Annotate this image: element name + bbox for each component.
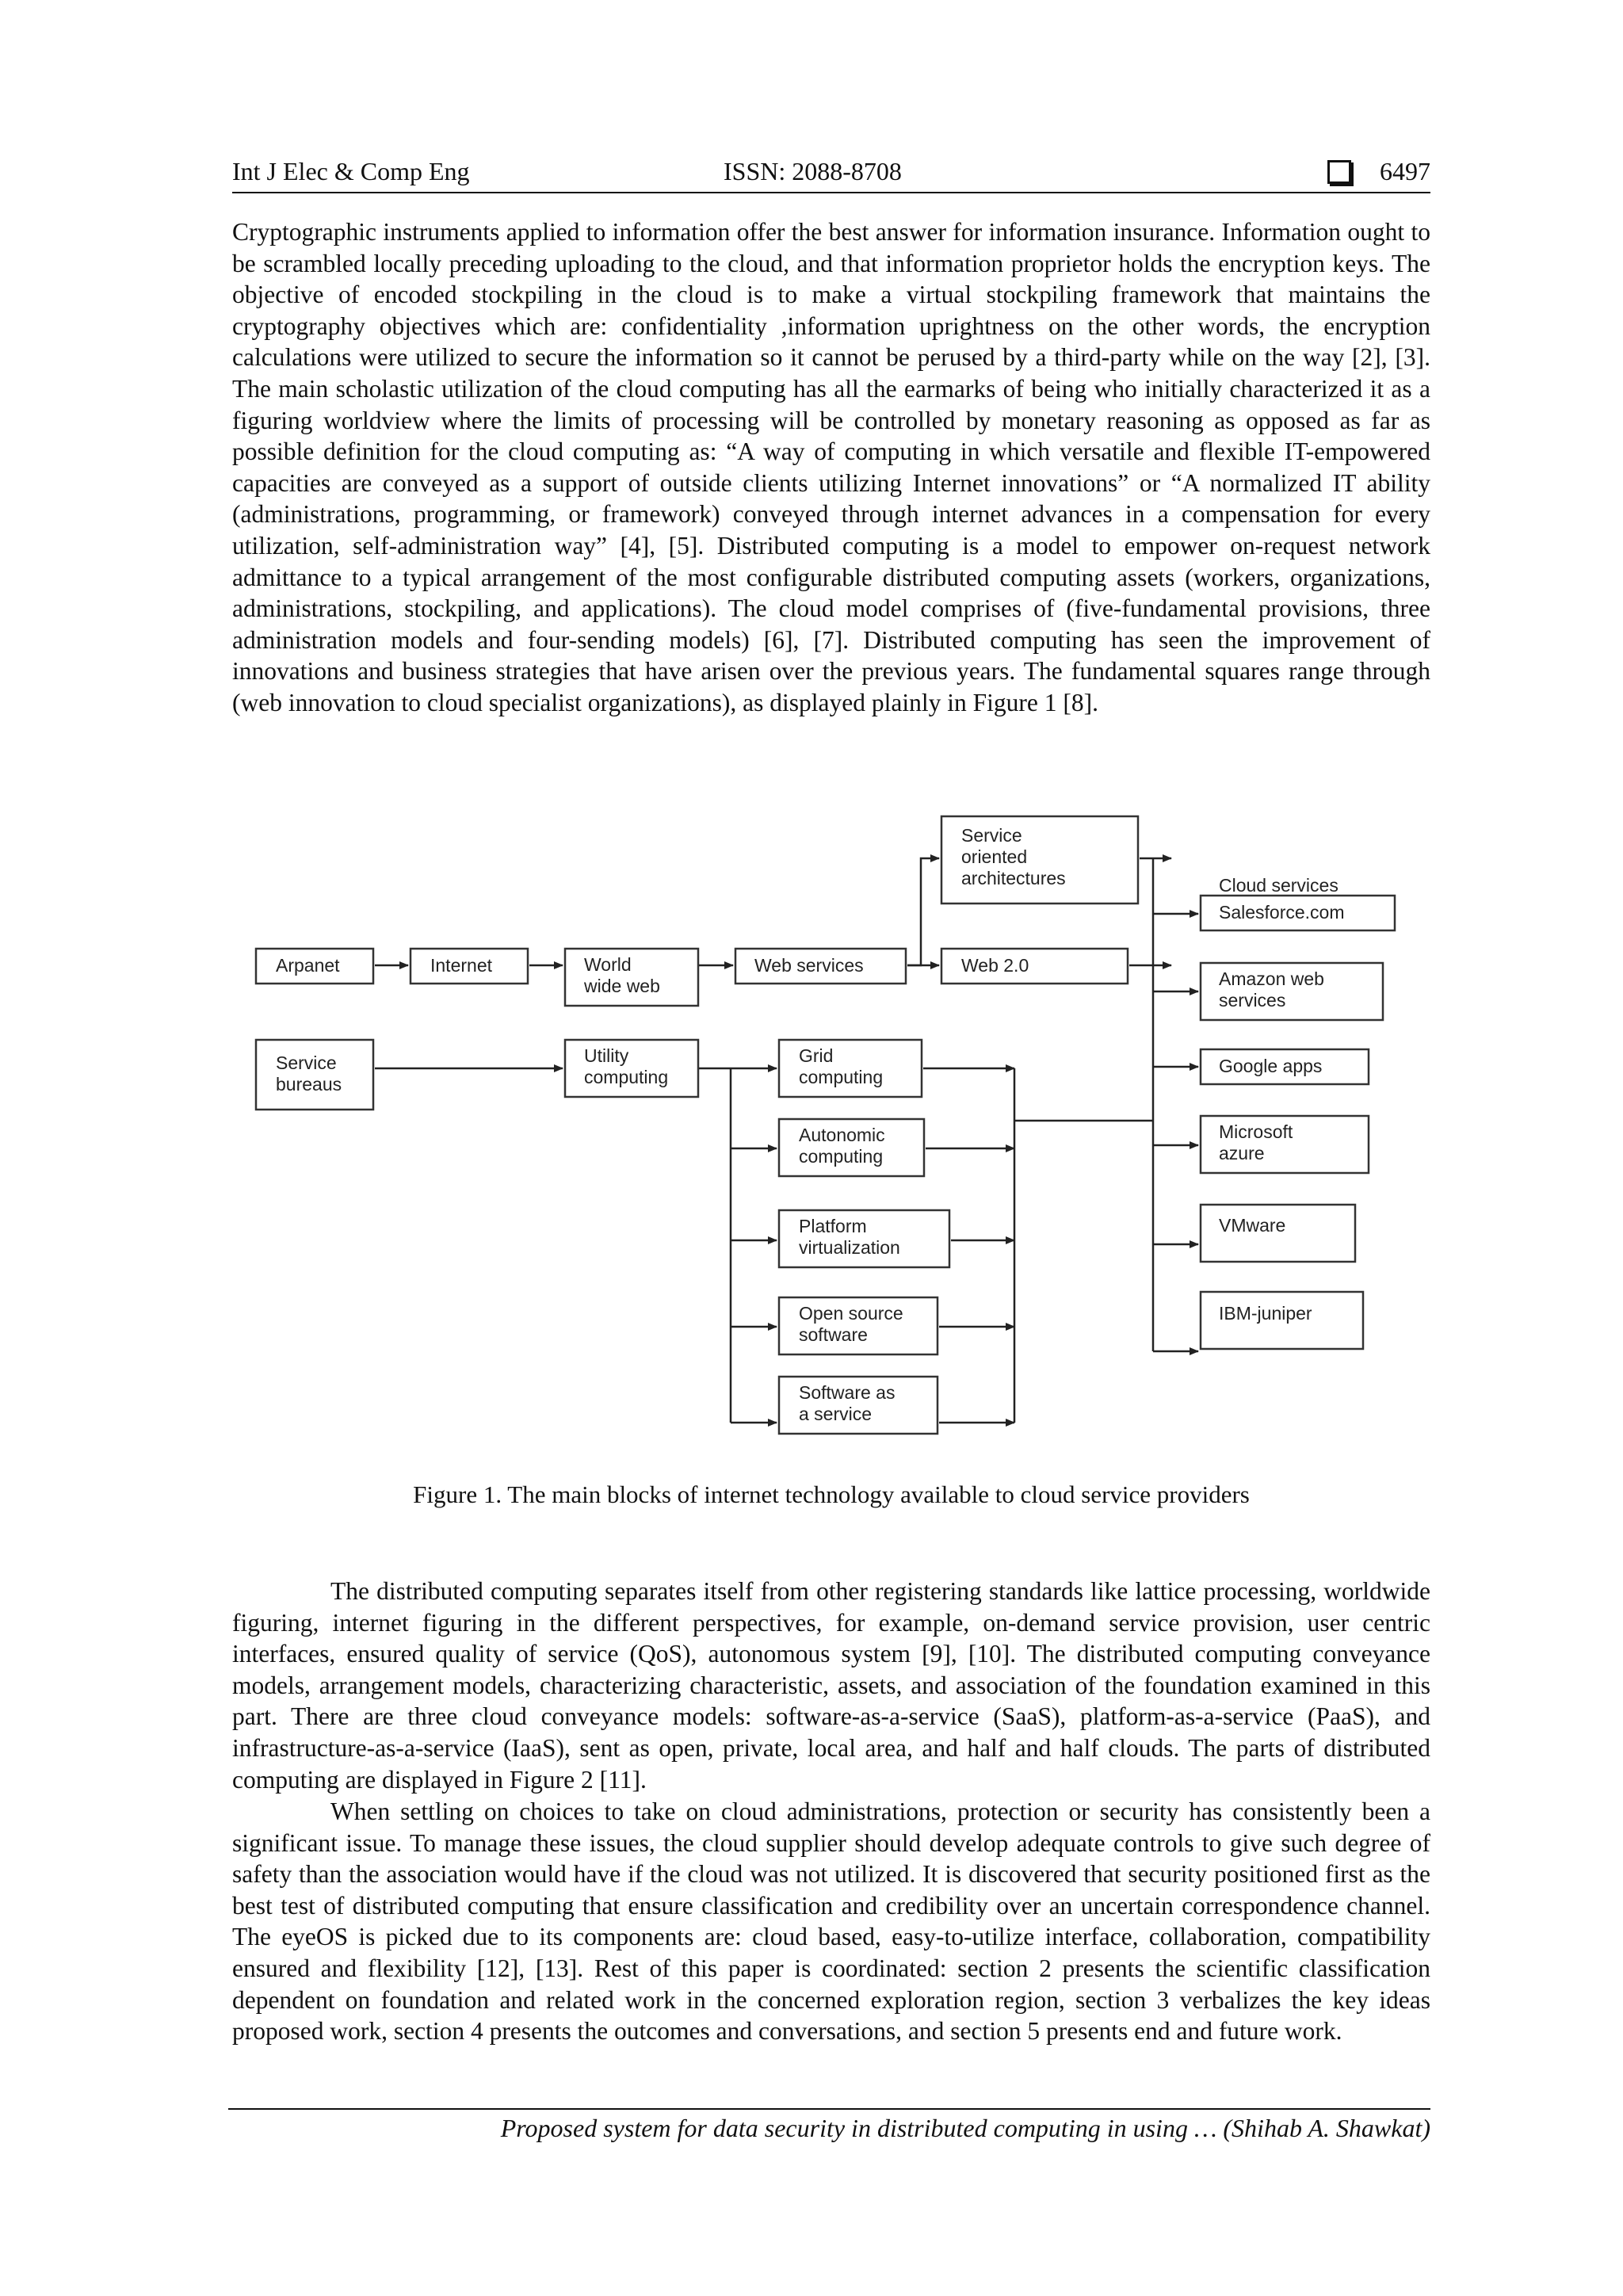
node-autonomic-computing [779, 1119, 924, 1176]
node-ibm-juniper [1201, 1292, 1363, 1349]
paragraph-3: When settling on choices to take on cloud administrations, protection or security has consistently been a significant issue. To manage these issues, the cloud supplier should develop adequate controls to give such degree of safety than the association would have if the cloud was not utilized. It is discovered that security positioned first as the best test of distributed computing that ensure classification and credibility over an uncertain correspondence channel. The eyeOS is picked due to its components are: cloud based, easy-to-utilize interface, collaboration, compatibility ensured and flexibility [12], [13]. Rest of this paper is coordinated: section 2 presents the scientific classification dependent on foundation and related work in the concerned exploration region, section 3 verbalizes the key ideas proposed work, section 4 presents the outcomes and conversations, and section 5 presents end and future work. [232, 1797, 1430, 2046]
node-autonomic-line-2: computing [799, 1146, 884, 1167]
node-soa-line-3: architectures [961, 868, 1066, 888]
node-google-label: Google apps [1219, 1056, 1323, 1076]
node-saas-line-1: Software as [799, 1382, 896, 1403]
node-arpanet [256, 949, 373, 984]
node-bureaus-line-2: bureaus [276, 1074, 342, 1095]
node-utility-computing [565, 1040, 698, 1097]
node-amazon-line-1: Amazon web [1219, 968, 1324, 989]
figure-1-diagram [238, 804, 1426, 1462]
node-vmware [1201, 1205, 1355, 1262]
node-azure-line-2: azure [1219, 1143, 1265, 1163]
node-azure-line-1: Microsoft [1219, 1121, 1293, 1142]
node-soa-line-2: oriented [961, 846, 1028, 867]
node-arpanet-label: Arpanet [276, 955, 340, 976]
node-service-bureaus [256, 1040, 373, 1110]
node-web-services [735, 949, 906, 984]
node-internet-label: Internet [430, 955, 492, 976]
node-www-line-1: World [584, 954, 632, 975]
node-salesforce [1201, 896, 1395, 930]
node-grid-line-1: Grid [799, 1045, 834, 1066]
running-header [232, 152, 1430, 193]
node-amazon-line-2: services [1219, 990, 1286, 1010]
page-number-group [1327, 157, 1430, 186]
cloud-services-heading: Cloud services [1219, 875, 1338, 896]
node-autonomic-line-1: Autonomic [799, 1125, 885, 1145]
node-grid-line-2: computing [799, 1067, 884, 1087]
node-vmware-label: VMware [1219, 1215, 1286, 1236]
node-platform-line-1: Platform [799, 1216, 867, 1236]
page-number: 6497 [1380, 157, 1430, 185]
journal-name: Int J Elec & Comp Eng [232, 157, 470, 185]
footer-rule [228, 2108, 1430, 2110]
paragraph-1: Cryptographic instruments applied to information offer the best answer for information insurance. Information ought to be scrambled locally preceding uploading to the cloud, and that information proprietor holds the encryption keys. The objective of encoded stockpiling in the cloud is to make a virtual stockpiling framework that maintains the cryptography objectives which are: confidentiality ,information uprightness on the other words, the encryption calculations were utilized to secure the information so it cannot be perused by a third-party while on the way [2], [3]. The main scholastic utilization of the cloud computing has all the earmarks of being who initially characterized it as a figuring worldview where the limits of processing will be controlled by monetary reasoning as opposed as far as possible definition for the cloud computing as: “A way of computing in which versatile and flexible IT-empowered capacities are conveyed as a support of outside clients utilizing Internet innovations” or “A normalized IT ability (administrations, programming, or framework) conveyed through internet advances in a compensation for every utilization, self-administration way” [4], [5]. Distributed computing is a model to empower on-request network admittance to a typical arrangement of the most configurable distributed computing assets (workers, organizations, administrations, stockpiling, and applications). The cloud model comprises of (five-fundamental provisions, three administration models and four-sending models) [6], [7]. Distributed computing has seen the improvement of innovations and business strategies that have arisen over the previous years. The fundamental squares range through (web innovation to cloud specialist organizations), as displayed plainly in Figure 1 [8]. [232, 218, 1430, 716]
node-platform-virtualization [779, 1210, 949, 1267]
node-utility-line-2: computing [584, 1067, 669, 1087]
node-www-line-2: wide web [584, 976, 660, 996]
node-web-services-label: Web services [754, 955, 864, 976]
node-soa [941, 816, 1138, 904]
node-open-source-software [779, 1297, 938, 1354]
paragraph-2: The distributed computing separates itself from other registering standards like lattice processing, worldwide figuring, internet figuring in the different perspectives, for example, on-demand service provision, user centric interfaces, ensured quality of service (QoS), autonomous system [9], [10]. The distributed computing conveyance models, arrangement models, characterizing characteristic, assets, and association of the foundation examined in this part. There are three cloud conveyance models: software-as-a-service (SaaS), platform-as-a-service (PaaS), and infrastructure-as-a-service (IaaS), sent as open, private, local area, and half and half clouds. The parts of distributed computing are displayed in Figure 2 [11]. [232, 1577, 1430, 1794]
node-saas-line-2: a service [799, 1404, 873, 1424]
node-amazon-web-services [1201, 963, 1383, 1020]
node-bureaus-line-1: Service [276, 1052, 337, 1073]
running-footer: Proposed system for data security in distributed computing in using … (Shihab A. Shawkat) [500, 2114, 1430, 2142]
node-utility-line-1: Utility [584, 1045, 629, 1066]
node-internet [411, 949, 528, 984]
node-soa-line-1: Service [961, 825, 1022, 846]
node-world-wide-web [565, 949, 698, 1006]
node-platform-line-2: virtualization [799, 1237, 900, 1258]
node-opensource-line-1: Open source [799, 1303, 903, 1324]
figure-1 [238, 804, 1426, 1462]
node-software-as-a-service [779, 1377, 938, 1434]
square-bullet-icon [1327, 160, 1351, 184]
node-web-2-0 [941, 949, 1128, 984]
node-salesforce-label: Salesforce.com [1219, 902, 1345, 923]
node-microsoft-azure [1201, 1116, 1369, 1173]
node-opensource-line-2: software [799, 1324, 868, 1345]
node-web20-label: Web 2.0 [961, 955, 1029, 976]
node-grid-computing [779, 1040, 922, 1097]
node-google-apps [1201, 1049, 1369, 1084]
node-ibm-label: IBM-juniper [1219, 1303, 1312, 1324]
figure-1-caption: Figure 1. The main blocks of internet technology available to cloud service providers [413, 1480, 1250, 1508]
issn: ISSN: 2088-8708 [724, 157, 902, 185]
